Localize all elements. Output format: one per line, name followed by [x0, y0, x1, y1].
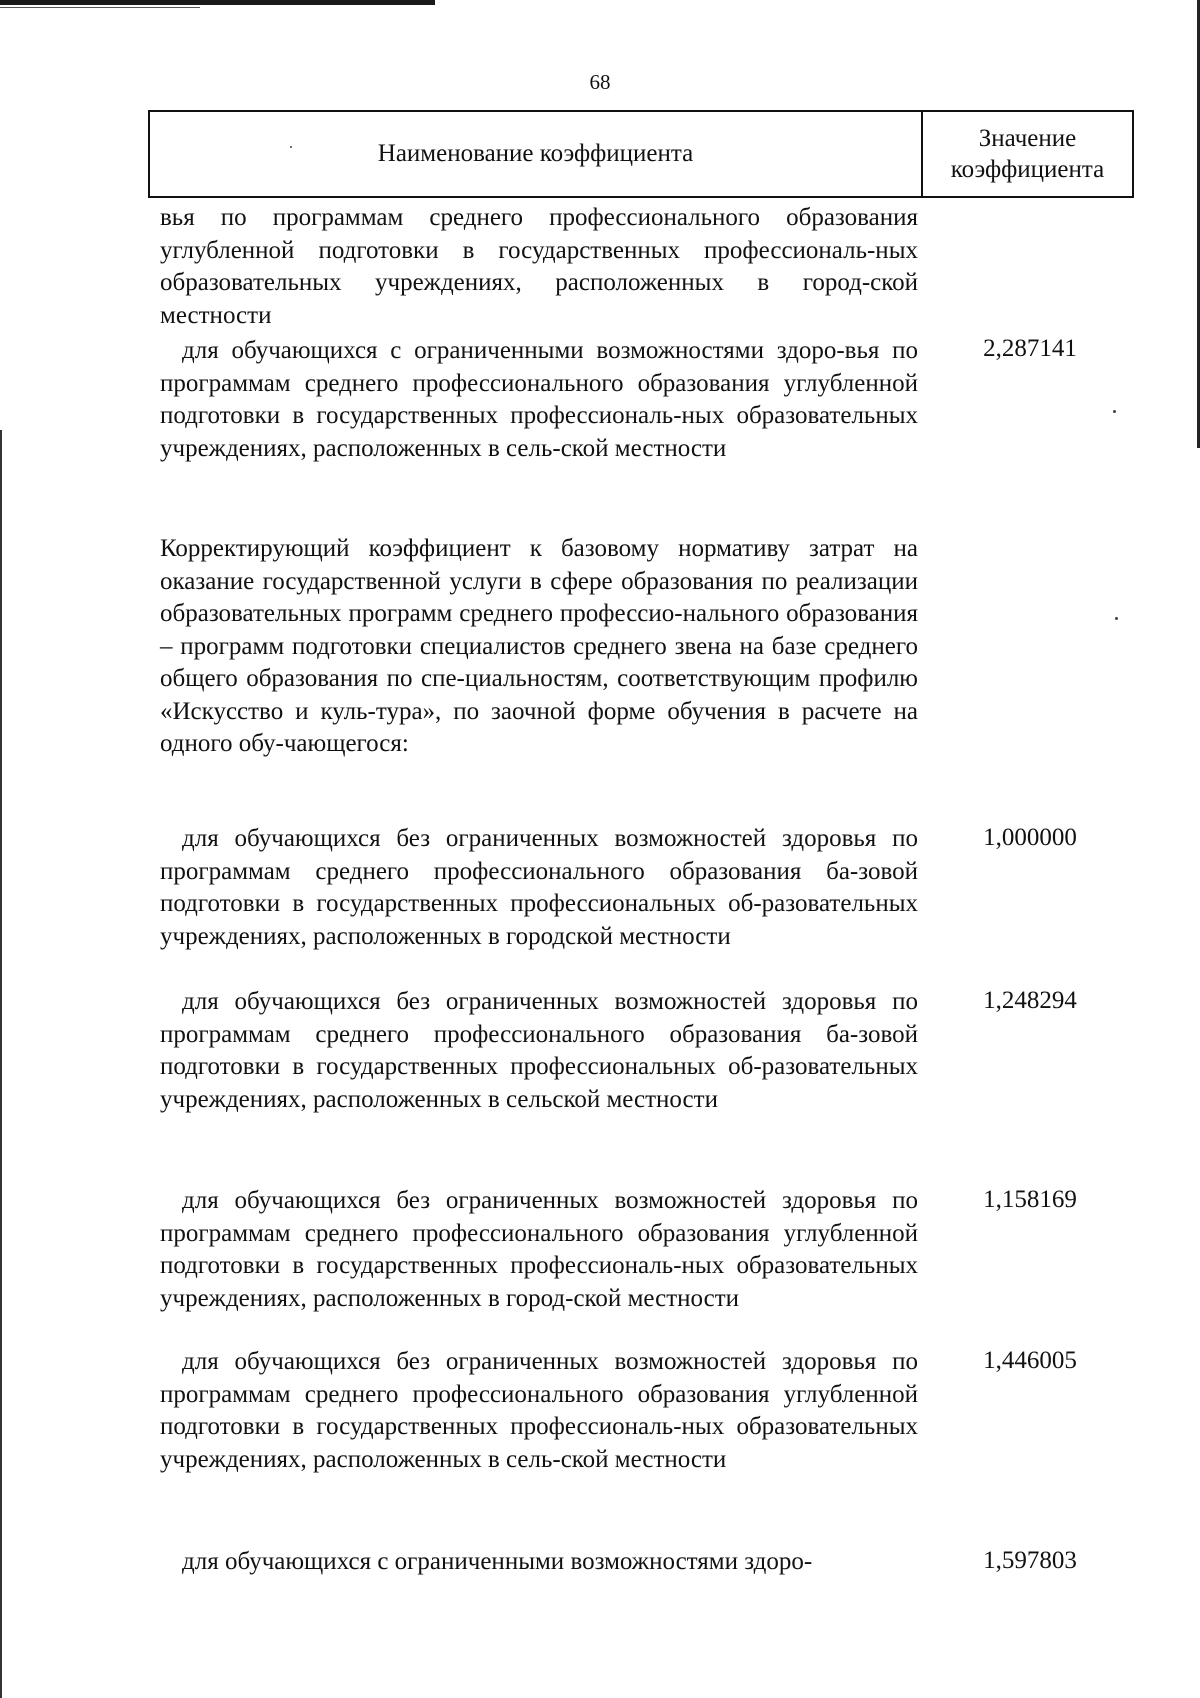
table-row-text: для обучающихся без ограниченных возможностей здоровья по программам среднего профессионального образования ба-зовой подготовки в государственных профессиональных об-разовательных учреждениях, расположенных в городской местности [160, 825, 918, 950]
table-row-text: для обучающихся без ограниченных возможностей здоровья по программам среднего профессионального образования углубленной подготовки в государственных профессиональ-ных образовательных учреждениях, расположенных в сель-ской местности [160, 1348, 918, 1473]
column-header-value-line1: Значение [978, 125, 1077, 152]
scan-edge-left [0, 430, 2, 1698]
table-row-text: для обучающихся без ограниченных возможностей здоровья по программам среднего профессионального образования углубленной подготовки в государственных профессиональ-ных образовательных учреждениях, расположенных в город-ской местности [160, 1187, 918, 1312]
table-row-text: для обучающихся с ограниченными возможностями здоро- [182, 1548, 813, 1575]
scan-edge-top-thin [0, 7, 200, 8]
scan-speck [1113, 410, 1116, 413]
column-header-value [923, 112, 1132, 196]
scan-edge-top [0, 0, 435, 5]
table-row-value: 1,248294 [983, 987, 1077, 1014]
table-row-value: 1,446005 [983, 1347, 1077, 1374]
scan-speck [1115, 617, 1118, 620]
table-row-text: для обучающихся без ограниченных возможностей здоровья по программам среднего профессионального образования ба-зовой подготовки в государственных профессиональных об-разовательных учреждениях, расположенных в сельской местности [160, 988, 918, 1113]
table-row-text: вья по программам среднего профессионального образования углубленной подготовки в государственных профессиональ-ных образовательных учреждениях, расположенных в город-ской местности [160, 204, 918, 329]
table-row-value: 1,158169 [983, 1186, 1077, 1213]
table-row-text: для обучающихся с ограниченными возможностями здоро-вья по программам среднего профессионального образования углубленной подготовки в государственных профессиональ-ных образовательных учреждениях, расположенных в сель-ской местности [160, 337, 918, 462]
page-number: 68 [589, 70, 611, 94]
section-heading: Корректирующий коэффициент к базовому нормативу затрат на оказание государственной услуги в сфере образования по реализации образовательных программ среднего профессио-нального образования – программ подготовки специалистов среднего звена на базе среднего общего образования по спе-циальностям, соответствующим профилю «Искусство и куль-тура», по заочной форме обучения в расчете на одного обу-чающегося: [160, 535, 918, 757]
table-row-value: 1,000000 [983, 824, 1077, 851]
table-row-value: 1,597803 [983, 1547, 1077, 1574]
column-header-value-line2: коэффициента [950, 156, 1105, 183]
column-header-name: Наименование коэффициента [377, 140, 694, 167]
table-header [148, 110, 1134, 198]
table-row-value: 2,287141 [983, 335, 1077, 362]
